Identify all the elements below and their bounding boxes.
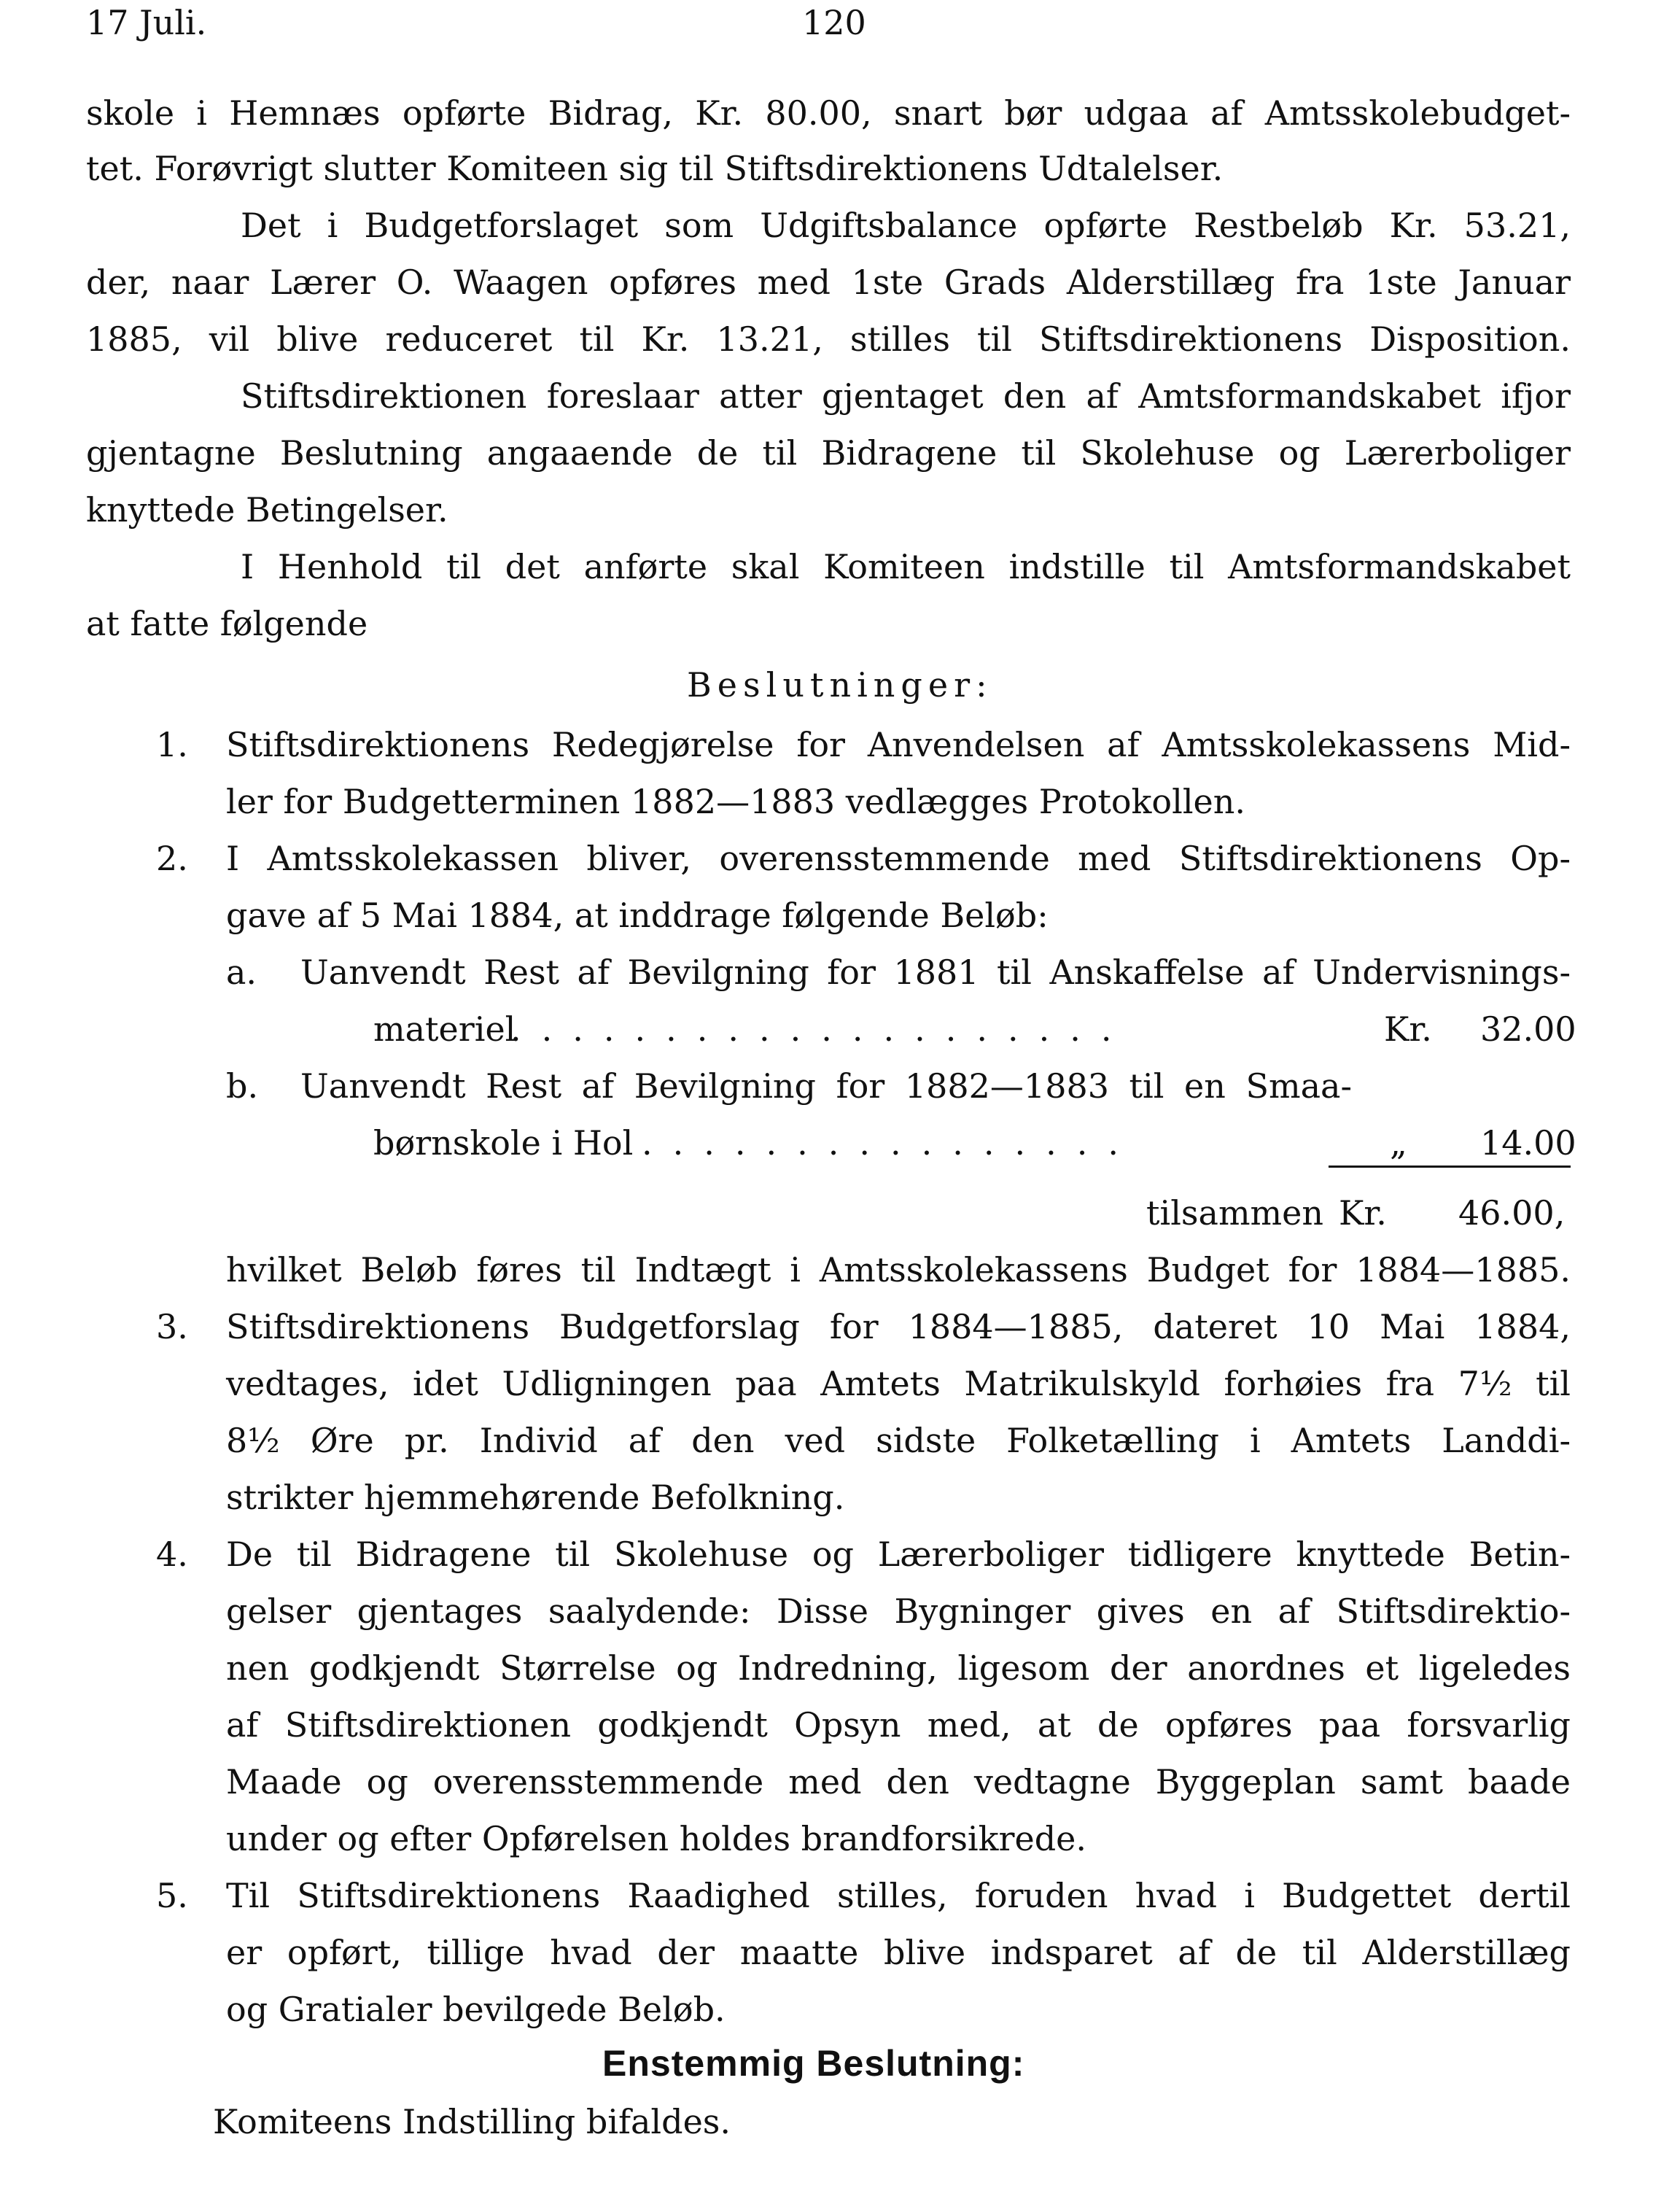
sub-item-b-letter: b. (226, 1066, 259, 1106)
item-4-line-2: gelser gjentages saalydende: Disse Bygninger gives en af Stiftsdirektio- (226, 1591, 1571, 1631)
sub-item-b-amount: 14.00 (1480, 1123, 1576, 1163)
item-5-line-1: Til Stiftsdirektionens Raadighed stilles, foruden hvad i Budgettet dertil (226, 1876, 1571, 1915)
item-2-number: 2. (156, 839, 188, 878)
sub-item-b-line-1: Uanvendt Rest af Bevilgning for 1882—1883 til en Smaa- (300, 1066, 1352, 1106)
sub-item-b-dots: ................ (642, 1123, 1139, 1163)
sub-item-b-currency: „ (1390, 1123, 1407, 1163)
page-number: 120 (802, 3, 866, 42)
total-amount: 46.00, (1458, 1193, 1566, 1233)
sub-item-a-dots: .................... (510, 1009, 1132, 1049)
total-label: tilsammen (1146, 1193, 1324, 1233)
intro-line-6: Stiftsdirektionen foreslaar atter gjentaget den af Amtsformandskabet ifjor (241, 376, 1571, 416)
item-5-line-3: og Gratialer bevilgede Beløb. (226, 1990, 726, 2029)
item-3-line-1: Stiftsdirektionens Budgetforslag for 1884—1885, dateret 10 Mai 1884, (226, 1307, 1571, 1346)
item-5-line-2: er opført, tillige hvad der maatte blive indsparet af de til Alderstillæg (226, 1933, 1571, 1972)
item-2-line-2: gave af 5 Mai 1884, at inddrage følgende Beløb: (226, 896, 1049, 935)
sub-item-a-line-1: Uanvendt Rest af Bevilgning for 1881 til Anskaffelse af Undervisnings- (300, 953, 1571, 992)
intro-line-9: I Henhold til det anførte skal Komiteen indstille til Amtsformandskabet (241, 547, 1571, 586)
header-date: 17 Juli. (86, 3, 207, 42)
item-3-number: 3. (156, 1307, 188, 1346)
item-3-line-4: strikter hjemmehørende Befolkning. (226, 1478, 845, 1517)
intro-line-8: knyttede Betingelser. (86, 490, 448, 530)
item-4-line-3: nen godkjendt Størrelse og Indredning, ligesom der anordnes et ligeledes (226, 1648, 1571, 1688)
sub-item-a-amount: 32.00 (1480, 1009, 1576, 1049)
item-4-line-1: De til Bidragene til Skolehuse og Lærerboliger tidligere knyttede Betin- (226, 1535, 1571, 1574)
section-heading: Beslutninger: (687, 665, 993, 705)
item-3-line-3: 8½ Øre pr. Individ af den ved sidste Folketælling i Amtets Landdi- (226, 1421, 1571, 1460)
item-4-number: 4. (156, 1535, 188, 1574)
item-1-number: 1. (156, 725, 188, 764)
sum-rule (1329, 1166, 1571, 1168)
intro-line-7: gjentagne Beslutning angaaende de til Bidragene til Skolehuse og Lærerboliger (86, 433, 1571, 473)
intro-line-1: skole i Hemnæs opførte Bidrag, Kr. 80.00, snart bør udgaa af Amtsskolebudget- (86, 93, 1571, 133)
sub-item-b-line-2: børnskole i Hol (373, 1123, 634, 1163)
resolution-heading: Enstemmig Beslutning: (602, 2043, 1025, 2084)
total-currency: Kr. (1339, 1193, 1387, 1233)
intro-line-5: 1885, vil blive reduceret til Kr. 13.21, stilles til Stiftsdirektionens Disposition. (86, 319, 1571, 359)
intro-line-4: der, naar Lærer O. Waagen opføres med 1ste Grads Alderstillæg fra 1ste Januar (86, 263, 1571, 302)
item-1-line-2: ler for Budgetterminen 1882—1883 vedlægges Protokollen. (226, 782, 1246, 821)
item-1-line-1: Stiftsdirektionens Redegjørelse for Anvendelsen af Amtsskolekassens Mid- (226, 725, 1571, 764)
sub-item-a-currency: Kr. (1384, 1009, 1432, 1049)
item-5-number: 5. (156, 1876, 188, 1915)
sub-item-a-line-2: materiel (373, 1009, 516, 1049)
intro-line-2: tet. Forøvrigt slutter Komiteen sig til Stiftsdirektionens Udtalelser. (86, 149, 1224, 188)
item-4-line-6: under og efter Opførelsen holdes brandforsikrede. (226, 1819, 1087, 1858)
resolution-text: Komiteens Indstilling bifaldes. (213, 2102, 731, 2141)
intro-line-10: at fatte følgende (86, 604, 368, 643)
sub-item-a-letter: a. (226, 953, 257, 992)
item-3-line-2: vedtages, idet Udligningen paa Amtets Matrikulskyld forhøies fra 7½ til (226, 1364, 1571, 1403)
item-2-line-1: I Amtsskolekassen bliver, overensstemmende med Stiftsdirektionens Op- (226, 839, 1571, 878)
intro-line-3: Det i Budgetforslaget som Udgiftsbalance opførte Restbeløb Kr. 53.21, (241, 206, 1571, 245)
item-4-line-5: Maade og overensstemmende med den vedtagne Byggeplan samt baade (226, 1762, 1571, 1802)
item-4-line-4: af Stiftsdirektionen godkjendt Opsyn med, at de opføres paa forsvarlig (226, 1705, 1571, 1745)
item-2-conclusion: hvilket Beløb føres til Indtægt i Amtsskolekassens Budget for 1884—1885. (226, 1250, 1571, 1289)
